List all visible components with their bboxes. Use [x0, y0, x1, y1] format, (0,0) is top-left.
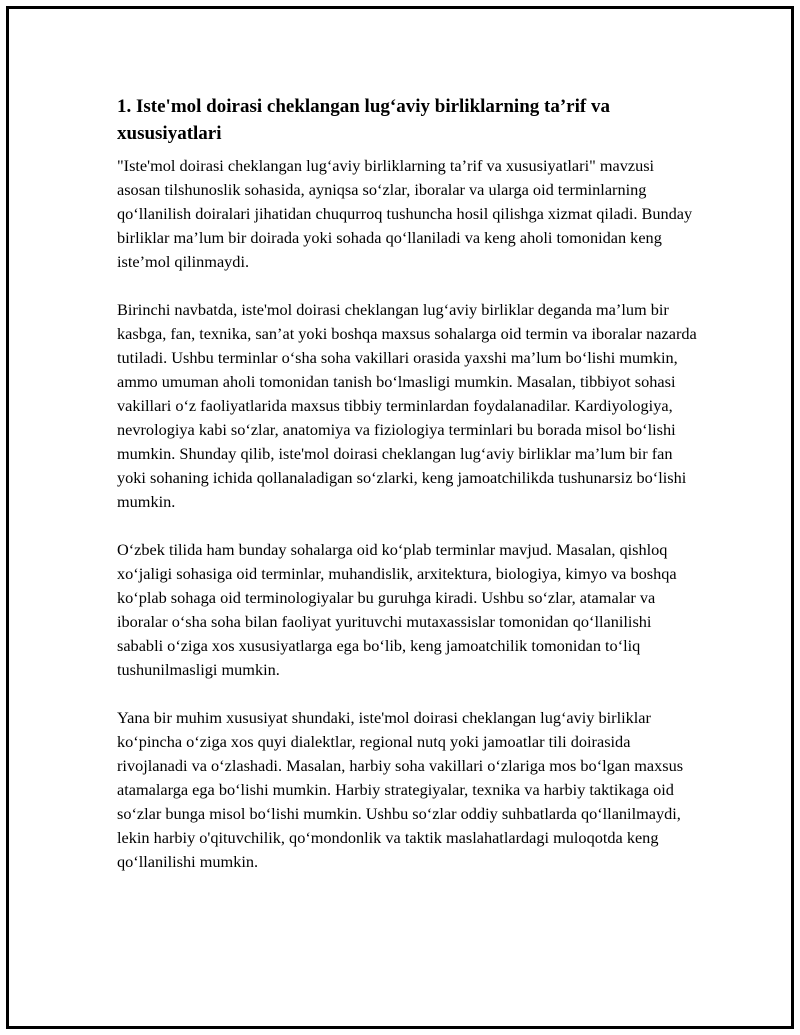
paragraph-2: Birinchi navbatda, iste'mol doirasi cheklangan lug‘aviy birliklar deganda ma’lum bir kasbga, fan, texnika, san’at yoki boshqa maxsus sohalarga oid termin va iboralar nazarda tutiladi. Ushbu terminlar o‘sha soha vakillari orasida yaxshi ma’lum bo‘lishi mumkin, ammo umuman aholi tomonidan tanish bo‘lmasligi mumkin. Masalan, tibbiyot sohasi vakillari o‘z faoliyatlarida maxsus tibbiy terminlardan foydalanadilar. Kardiyologiya, nevrologiya kabi so‘zlar, anatomiya va fiziologiya terminlari bu borada misol bo‘lishi mumkin. Shunday qilib, iste'mol doirasi cheklangan lug‘aviy birliklar ma’lum bir fan yoki sohaning ichida qollanaladigan so‘zlarki, keng jamoatchilikda tushunarsiz bo‘lishi mumkin. [117, 300, 697, 511]
document-body [117, 93, 697, 898]
paragraph-3: O‘zbek tilida ham bunday sohalarga oid ko‘plab terminlar mavjud. Masalan, qishloq xo‘jaligi sohasiga oid terminlar, muhandislik, arxitektura, biologiya, kimyo va boshqa ko‘plab sohaga oid terminologiyalar bu guruhga kiradi. Ushbu so‘zlar, atamalar va iboralar o‘sha soha bilan faoliyat yurituvchi mutaxassislar tomonidan qo‘llanilishi sababli o‘ziga xos xususiyatlarga ega bo‘lib, keng jamoatchilik tomonidan to‘liq tushunilmasligi mumkin. [117, 540, 677, 679]
paragraph-1: "Iste'mol doirasi cheklangan lug‘aviy birliklarning ta’rif va xususiyatlari" mavzusi asosan tilshunoslik sohasida, ayniqsa so‘zlar, iboralar va ularga oid terminlarning qo‘llanilish doiralari jihatidan chuqurroq tushuncha hosil qilishga xizmat qiladi. Bunday birliklar ma’lum bir doirada yoki sohada qo‘llaniladi va keng aholi tomonidan keng iste’mol qilinmaydi. [117, 156, 693, 271]
section-heading: 1. Iste'mol doirasi cheklangan lug‘aviy birliklarning ta’rif va xususiyatlari [117, 96, 610, 144]
paragraph-4: Yana bir muhim xususiyat shundaki, iste'mol doirasi cheklangan lug‘aviy birliklar ko‘pincha o‘ziga xos quyi dialektlar, regional nutq yoki jamoatlar tili doirasida rivojlanadi va o‘zlashadi. Masalan, harbiy soha vakillari o‘zlariga mos bo‘lgan maxsus atamalarga ega bo‘lishi mumkin. Harbiy strategiyalar, texnika va harbiy taktikaga oid so‘zlar bunga misol bo‘lishi mumkin. Ushbu so‘zlar oddiy suhbatlarda qo‘llanilmaydi, lekin harbiy o'qituvchilik, qo‘mondonlik va taktik maslahatlardagi muloqotda keng qo‘llanilishi mumkin. [117, 708, 684, 871]
